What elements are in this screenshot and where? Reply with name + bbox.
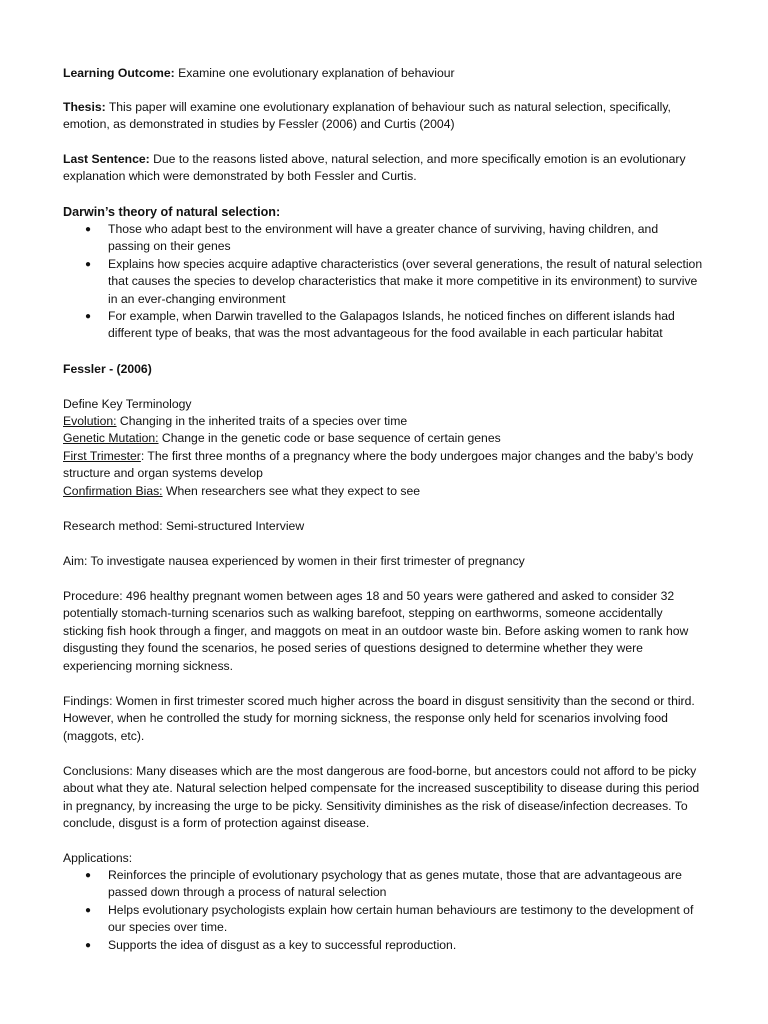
last-sentence-text: Due to the reasons listed above, natural selection, and more specifically emotion is an evolutionary explanation which were demonstrated by both Fessler and Curtis. <box>63 152 686 184</box>
darwin-bullet-text: Explains how species acquire adaptive characteristics (over several generations, the result of natural selection that causes the species to develop characteristics that make it more competitive in its environment) to survive in an ever-changing environment <box>108 256 703 306</box>
bullet-icon: ● <box>85 258 92 270</box>
term-genetic-mutation: Genetic Mutation: <box>63 431 159 446</box>
key-term <box>63 413 708 430</box>
applications-list <box>63 867 703 954</box>
thesis-label: Thesis: <box>63 100 106 114</box>
key-terms-list <box>63 413 708 500</box>
learning-outcome <box>63 65 713 82</box>
term-definition: Change in the genetic code or base sequence of certain genes <box>158 431 501 446</box>
fessler-heading: Fessler - (2006) <box>63 362 152 376</box>
darwin-bullet-text: Those who adapt best to the environment will have a greater chance of surviving, having children, and passing on their genes <box>108 222 659 254</box>
bullet-icon: ● <box>85 870 92 881</box>
research-method: Research method: Semi-structured Interview <box>63 519 305 533</box>
last-sentence-label: Last Sentence: <box>63 152 150 166</box>
learning-outcome-label: Learning Outcome: <box>63 66 175 80</box>
list-item <box>63 256 703 308</box>
term-evolution: Evolution: <box>63 414 117 428</box>
bullet-icon: ● <box>85 939 92 951</box>
bullet-icon: ● <box>85 311 92 323</box>
bullet-icon: ● <box>85 904 92 916</box>
list-item <box>63 937 703 954</box>
applications-heading: Applications: <box>63 851 133 865</box>
darwin-bullet-list <box>63 221 703 343</box>
term-definition: When researchers see what they expect to see <box>162 483 421 498</box>
learning-outcome-text: Examine one evolutionary explanation of behaviour <box>174 66 455 80</box>
darwin-heading: Darwin’s theory of natural selection: <box>63 205 281 219</box>
key-term <box>63 483 708 500</box>
term-confirmation-bias: Confirmation Bias: <box>63 483 163 498</box>
list-item <box>63 867 703 902</box>
key-term <box>63 448 708 483</box>
term-definition: : The first three months of a pregnancy where the body undergoes major changes and the baby’s body structure and organ systems develop <box>63 448 694 481</box>
thesis <box>63 99 703 134</box>
darwin-bullet-text: For example, when Darwin travelled to the Galapagos Islands, he noticed finches on different islands had different type of beaks, that was the most advantageous for the food available in each particular habitat <box>108 309 675 341</box>
bullet-icon: ● <box>85 224 92 235</box>
procedure: Procedure: 496 healthy pregnant women between ages 18 and 50 years were gathered and asked to consider 32 potentially stomach-turning scenarios such as walking barefoot, stepping on earthworms, someone accidentally sticking fish hook through a finger, and maggots on meat in an outdoor waste bin. Before asking women to rank how disgusting they found the scenarios, he posed series of questions designed to determine whether they were experiencing morning sickness. <box>63 589 689 673</box>
aim: Aim: To investigate nausea experienced by women in their first trimester of pregnancy <box>63 554 525 568</box>
list-item <box>63 902 703 937</box>
application-text: Reinforces the principle of evolutionary psychology that as genes mutate, those that are advantageous are passed down through a process of natural selection <box>108 868 682 900</box>
term-first-trimester: First Trimester <box>63 448 141 463</box>
key-term <box>63 430 708 447</box>
term-definition: Changing in the inherited traits of a species over time <box>116 414 408 428</box>
findings: Findings: Women in first trimester scored much higher across the board in disgust sensitivity than the second or third. However, when he controlled the study for morning sickness, the response only held for scenarios involving food (maggots, etc). <box>63 694 695 743</box>
conclusions: Conclusions: Many diseases which are the most dangerous are food-borne, but ancestors could not afford to be picky about what they ate. Natural selection helped compensate for the increased susceptibility to disease during this period in pregnancy, by increasing the urge to be picky. Sensitivity diminishes as the risk of disease/infection decreases. To conclude, disgust is a form of protection against disease. <box>63 764 700 831</box>
thesis-text: This paper will examine one evolutionary explanation of behaviour such as natural selection, specifically, emotion, as demonstrated in studies by Fessler (2006) and Curtis (2004) <box>63 100 671 132</box>
last-sentence <box>63 151 703 186</box>
application-text: Helps evolutionary psychologists explain how certain human behaviours are testimony to the development of our species over time. <box>108 902 694 935</box>
list-item <box>63 221 703 256</box>
list-item <box>63 308 703 343</box>
application-text: Supports the idea of disgust as a key to successful reproduction. <box>108 937 457 952</box>
key-terms-heading: Define Key Terminology <box>63 397 192 411</box>
